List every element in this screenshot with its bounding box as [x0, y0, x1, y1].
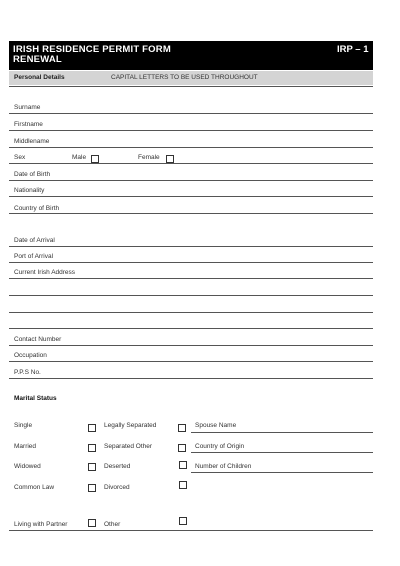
- form-title-line2: RENEWAL: [13, 54, 62, 65]
- contact-number-field[interactable]: [9, 345, 373, 346]
- form-code: IRP – 1: [337, 44, 369, 55]
- married-label: Married: [14, 443, 37, 450]
- widowed-checkbox[interactable]: [88, 463, 96, 471]
- date-of-arrival-label: Date of Arrival: [14, 237, 55, 244]
- dob-field[interactable]: [9, 180, 373, 181]
- common-law-checkbox[interactable]: [88, 484, 96, 492]
- firstname-label: Firstname: [14, 121, 43, 128]
- occupation-label: Occupation: [14, 352, 47, 359]
- spouse-name-label: Spouse Name: [195, 422, 237, 429]
- country-of-birth-field[interactable]: [9, 213, 373, 214]
- sex-line: [9, 163, 373, 164]
- spouse-name-field[interactable]: [191, 432, 373, 433]
- number-of-children-field[interactable]: [191, 472, 373, 473]
- pps-field[interactable]: [9, 378, 373, 379]
- middlename-label: Middlename: [14, 138, 50, 145]
- dob-label: Date of Birth: [14, 171, 51, 178]
- common-law-label: Common Law: [14, 484, 55, 491]
- male-label: Male: [72, 154, 87, 161]
- legally-separated-checkbox[interactable]: [178, 424, 186, 432]
- other-checkbox[interactable]: [179, 517, 187, 525]
- number-of-children-label: Number of Children: [195, 463, 252, 470]
- address-line-2[interactable]: [9, 295, 373, 296]
- single-checkbox[interactable]: [88, 424, 96, 432]
- form-title-line1: IRISH RESIDENCE PERMIT FORM: [13, 44, 171, 55]
- living-with-partner-label: Living with Partner: [14, 521, 68, 528]
- country-of-birth-label: Country of Birth: [14, 205, 60, 212]
- married-checkbox[interactable]: [88, 444, 96, 452]
- country-of-origin-label: Country of Origin: [195, 443, 245, 450]
- contact-number-label: Contact Number: [14, 336, 62, 343]
- divider: [9, 86, 373, 87]
- widowed-label: Widowed: [14, 463, 41, 470]
- port-of-arrival-field[interactable]: [9, 262, 373, 263]
- deserted-label: Deserted: [104, 463, 131, 470]
- male-checkbox[interactable]: [91, 155, 99, 163]
- deserted-checkbox[interactable]: [179, 461, 187, 469]
- separated-other-label: Separated Other: [104, 443, 153, 450]
- section-instruction: CAPITAL LETTERS TO BE USED THROUGHOUT: [111, 74, 258, 81]
- form-title: [13, 45, 171, 65]
- country-of-origin-field[interactable]: [191, 452, 373, 453]
- date-of-arrival-field[interactable]: [9, 246, 373, 247]
- divorced-checkbox[interactable]: [179, 481, 187, 489]
- pps-label: P.P.S No.: [14, 369, 41, 376]
- living-with-partner-checkbox[interactable]: [88, 519, 96, 527]
- bottom-line: [9, 530, 373, 531]
- sex-label: Sex: [14, 154, 26, 161]
- nationality-label: Nationality: [14, 187, 45, 194]
- surname-field[interactable]: [9, 113, 373, 114]
- middlename-field[interactable]: [9, 147, 373, 148]
- address-line-1[interactable]: [9, 278, 373, 279]
- current-address-label: Current Irish Address: [14, 269, 76, 276]
- female-label: Female: [138, 154, 160, 161]
- nationality-field[interactable]: [9, 196, 373, 197]
- other-label: Other: [104, 521, 121, 528]
- divorced-label: Divorced: [104, 484, 130, 491]
- single-label: Single: [14, 422, 33, 429]
- address-line-4[interactable]: [9, 328, 373, 329]
- occupation-field[interactable]: [9, 361, 373, 362]
- address-line-3[interactable]: [9, 312, 373, 313]
- port-of-arrival-label: Port of Arrival: [14, 253, 54, 260]
- firstname-field[interactable]: [9, 130, 373, 131]
- separated-other-checkbox[interactable]: [178, 444, 186, 452]
- section-title: Personal Details: [14, 74, 65, 81]
- legally-separated-label: Legally Separated: [104, 422, 157, 429]
- female-checkbox[interactable]: [166, 155, 174, 163]
- surname-label: Surname: [14, 104, 41, 111]
- marital-status-title: Marital Status: [14, 395, 57, 402]
